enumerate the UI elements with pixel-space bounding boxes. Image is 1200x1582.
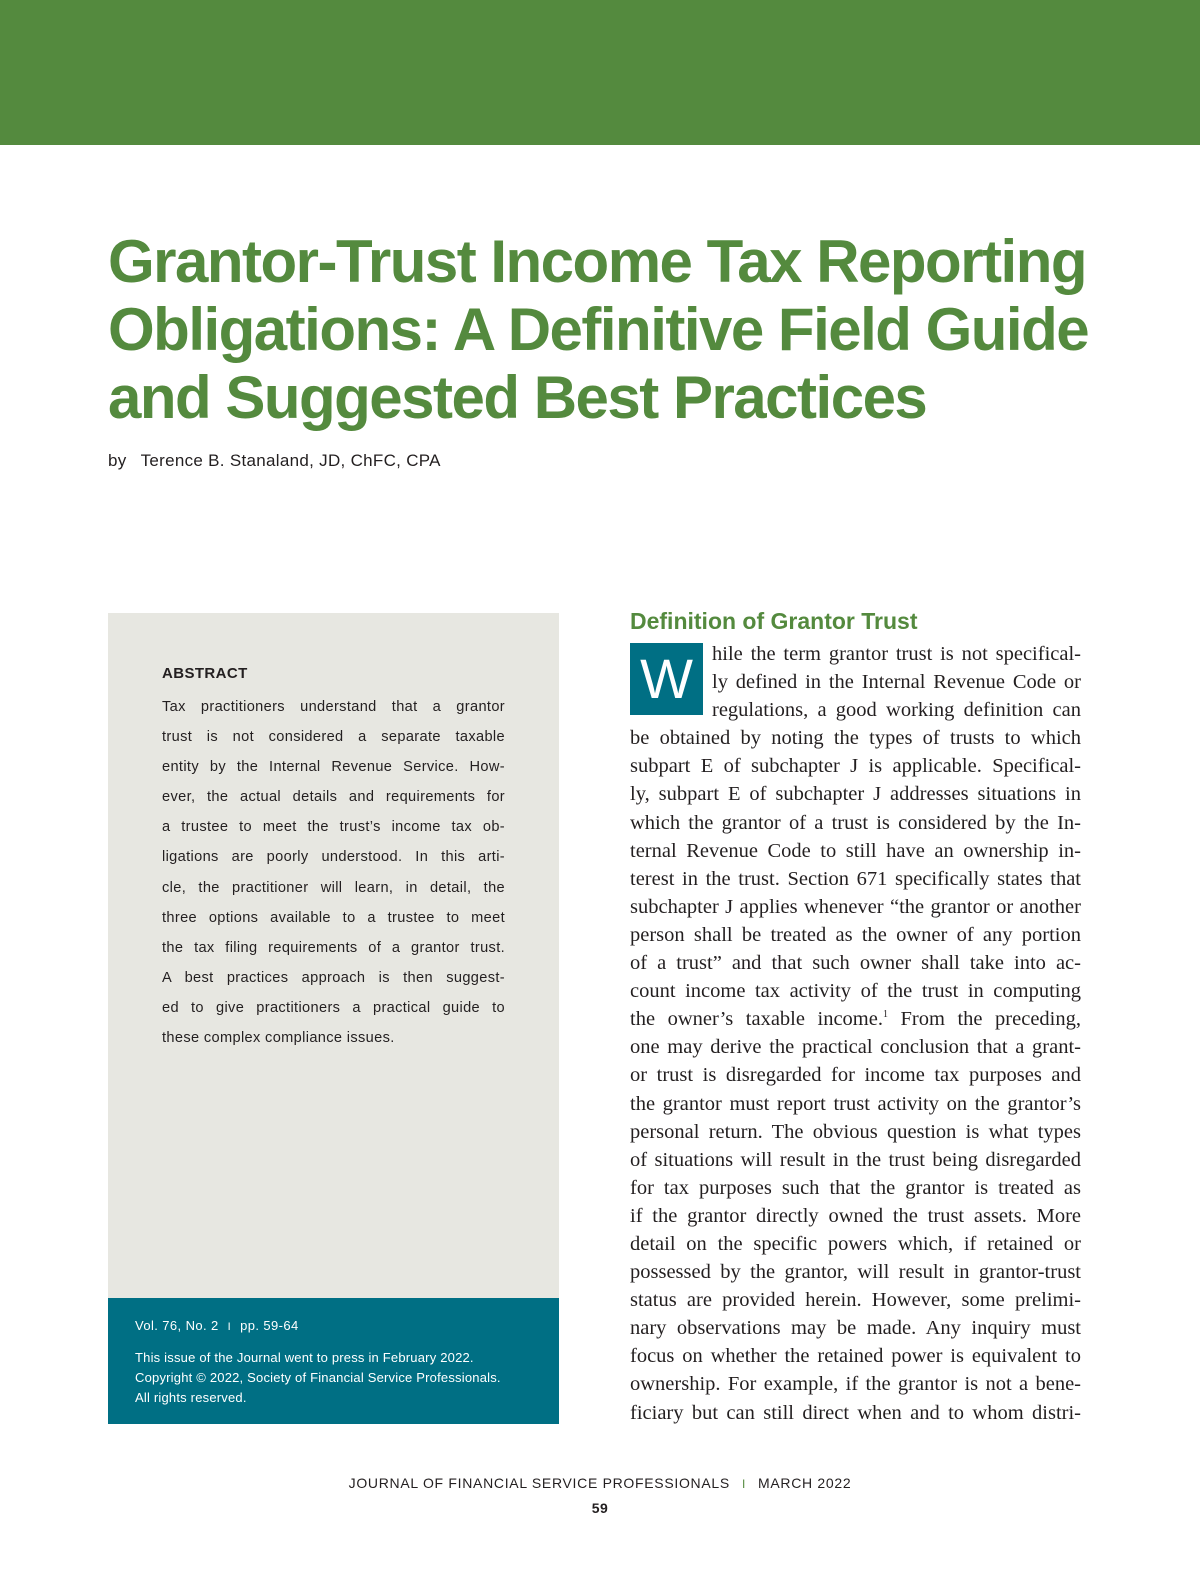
article-title <box>108 228 1108 432</box>
body-line-text: From the preceding, <box>900 1008 1081 1031</box>
body-line: hile the term grantor trust is not specifical- <box>712 643 1081 665</box>
body-line: subpart E of subchapter J is applicable. Specifical- <box>630 755 1081 778</box>
abstract-line: Tax practitioners understand that a grantor <box>162 699 505 715</box>
body-line: or trust is disregarded for income tax purposes and <box>630 1064 1081 1087</box>
title-line: Grantor-Trust Income Tax Reporting <box>108 228 1086 295</box>
volume-number: Vol. 76, No. 2 <box>135 1318 219 1333</box>
body-line: of situations will result in the trust being disregarded <box>630 1148 1081 1171</box>
body-line: regulations, a good working definition can <box>712 699 1081 722</box>
footnote-ref: 1 <box>882 1009 888 1021</box>
body-line: be obtained by noting the types of trusts to which <box>630 727 1081 750</box>
abstract-line: these complex compliance issues. <box>162 1030 395 1047</box>
page-number: 59 <box>591 1500 609 1516</box>
drop-cap: W <box>630 643 703 715</box>
body-line <box>630 1005 1081 1033</box>
abstract-line: a trustee to meet the trust’s income tax ob- <box>162 819 505 836</box>
issue-date: MARCH 2022 <box>757 1475 852 1491</box>
abstract-line: three options available to a trustee to meet <box>162 909 505 926</box>
body-line: ternal Revenue Code to still have an ownership in- <box>630 839 1081 862</box>
copyright-line: All rights reserved. <box>135 1390 247 1405</box>
body-text <box>630 640 1081 1427</box>
abstract-line: entity by the Internal Revenue Service. How- <box>162 759 505 776</box>
abstract-line: ligations are poorly understood. In this arti- <box>162 849 505 866</box>
section-heading: Definition of Grantor Trust <box>630 608 918 634</box>
body-line: of a trust” and that such owner shall take into ac- <box>630 952 1081 975</box>
body-line: detail on the specific powers which, if retained or <box>630 1232 1081 1255</box>
body-line: the grantor must report trust activity on the grantor’s <box>630 1092 1081 1115</box>
body-line: status are provided herein. However, some prelimi- <box>630 1289 1081 1312</box>
copyright-line: This issue of the Journal went to press in February 2022. <box>135 1350 474 1365</box>
author-name: Terence B. Stanaland, JD, ChFC, CPA <box>140 451 441 470</box>
page-range: pp. 59-64 <box>240 1318 299 1333</box>
copyright-note <box>135 1348 501 1408</box>
byline <box>108 451 441 471</box>
body-line: ly defined in the Internal Revenue Code or <box>712 671 1081 694</box>
abstract-line: A best practices approach is then suggest- <box>162 969 505 986</box>
body-line: subchapter J applies whenever “the grantor or another <box>630 895 1081 918</box>
body-line: person shall be treated as the owner of any portion <box>630 923 1081 946</box>
body-line: ly, subpart E of subchapter J addresses situations in <box>630 783 1081 806</box>
abstract-line: trust is not considered a separate taxable <box>162 729 505 746</box>
running-footer <box>0 1475 1200 1491</box>
journal-name: JOURNAL OF FINANCIAL SERVICE PROFESSIONALS <box>348 1475 730 1491</box>
volume-pages-line <box>135 1318 299 1333</box>
body-line: ownership. For example, if the grantor is not a bene- <box>630 1373 1081 1396</box>
body-line: terest in the trust. Section 671 specifically states that <box>630 867 1081 890</box>
separator: I <box>227 1321 232 1333</box>
body-line: focus on whether the retained power is equivalent to <box>630 1345 1081 1368</box>
body-line: personal return. The obvious question is what types <box>630 1120 1081 1143</box>
top-color-band <box>0 0 1200 145</box>
abstract-line: ever, the actual details and requirements for <box>162 789 505 806</box>
body-line: count income tax activity of the trust in computing <box>630 980 1081 1003</box>
body-line-text: the owner’s taxable income. <box>630 1008 883 1031</box>
issue-info-panel <box>108 1298 559 1424</box>
title-line: and Suggested Best Practices <box>108 364 927 431</box>
body-line: possessed by the grantor, will result in grantor-trust <box>630 1261 1081 1284</box>
title-line: Obligations: A Definitive Field Guide <box>108 296 1089 363</box>
abstract-line: ed to give practitioners a practical guide to <box>162 999 505 1016</box>
abstract-text <box>162 692 505 1053</box>
abstract-panel <box>108 613 559 1298</box>
abstract-line: the tax filing requirements of a grantor trust. <box>162 939 505 956</box>
byline-prefix: by <box>108 451 127 470</box>
copyright-line: Copyright © 2022, Society of Financial Service Professionals. <box>135 1370 501 1385</box>
body-line: if the grantor directly owned the trust assets. More <box>630 1204 1081 1227</box>
body-line: for tax purposes such that the grantor is treated as <box>630 1176 1081 1199</box>
body-line: one may derive the practical conclusion that a grant- <box>630 1036 1081 1059</box>
abstract-heading: ABSTRACT <box>162 665 248 682</box>
body-line: nary observations may be made. Any inquiry must <box>630 1317 1081 1340</box>
body-line: which the grantor of a trust is considered by the In- <box>630 811 1081 834</box>
body-line: ficiary but can still direct when and to whom distri- <box>630 1401 1081 1424</box>
separator: I <box>741 1477 746 1491</box>
abstract-line: cle, the practitioner will learn, in detail, the <box>162 879 505 896</box>
